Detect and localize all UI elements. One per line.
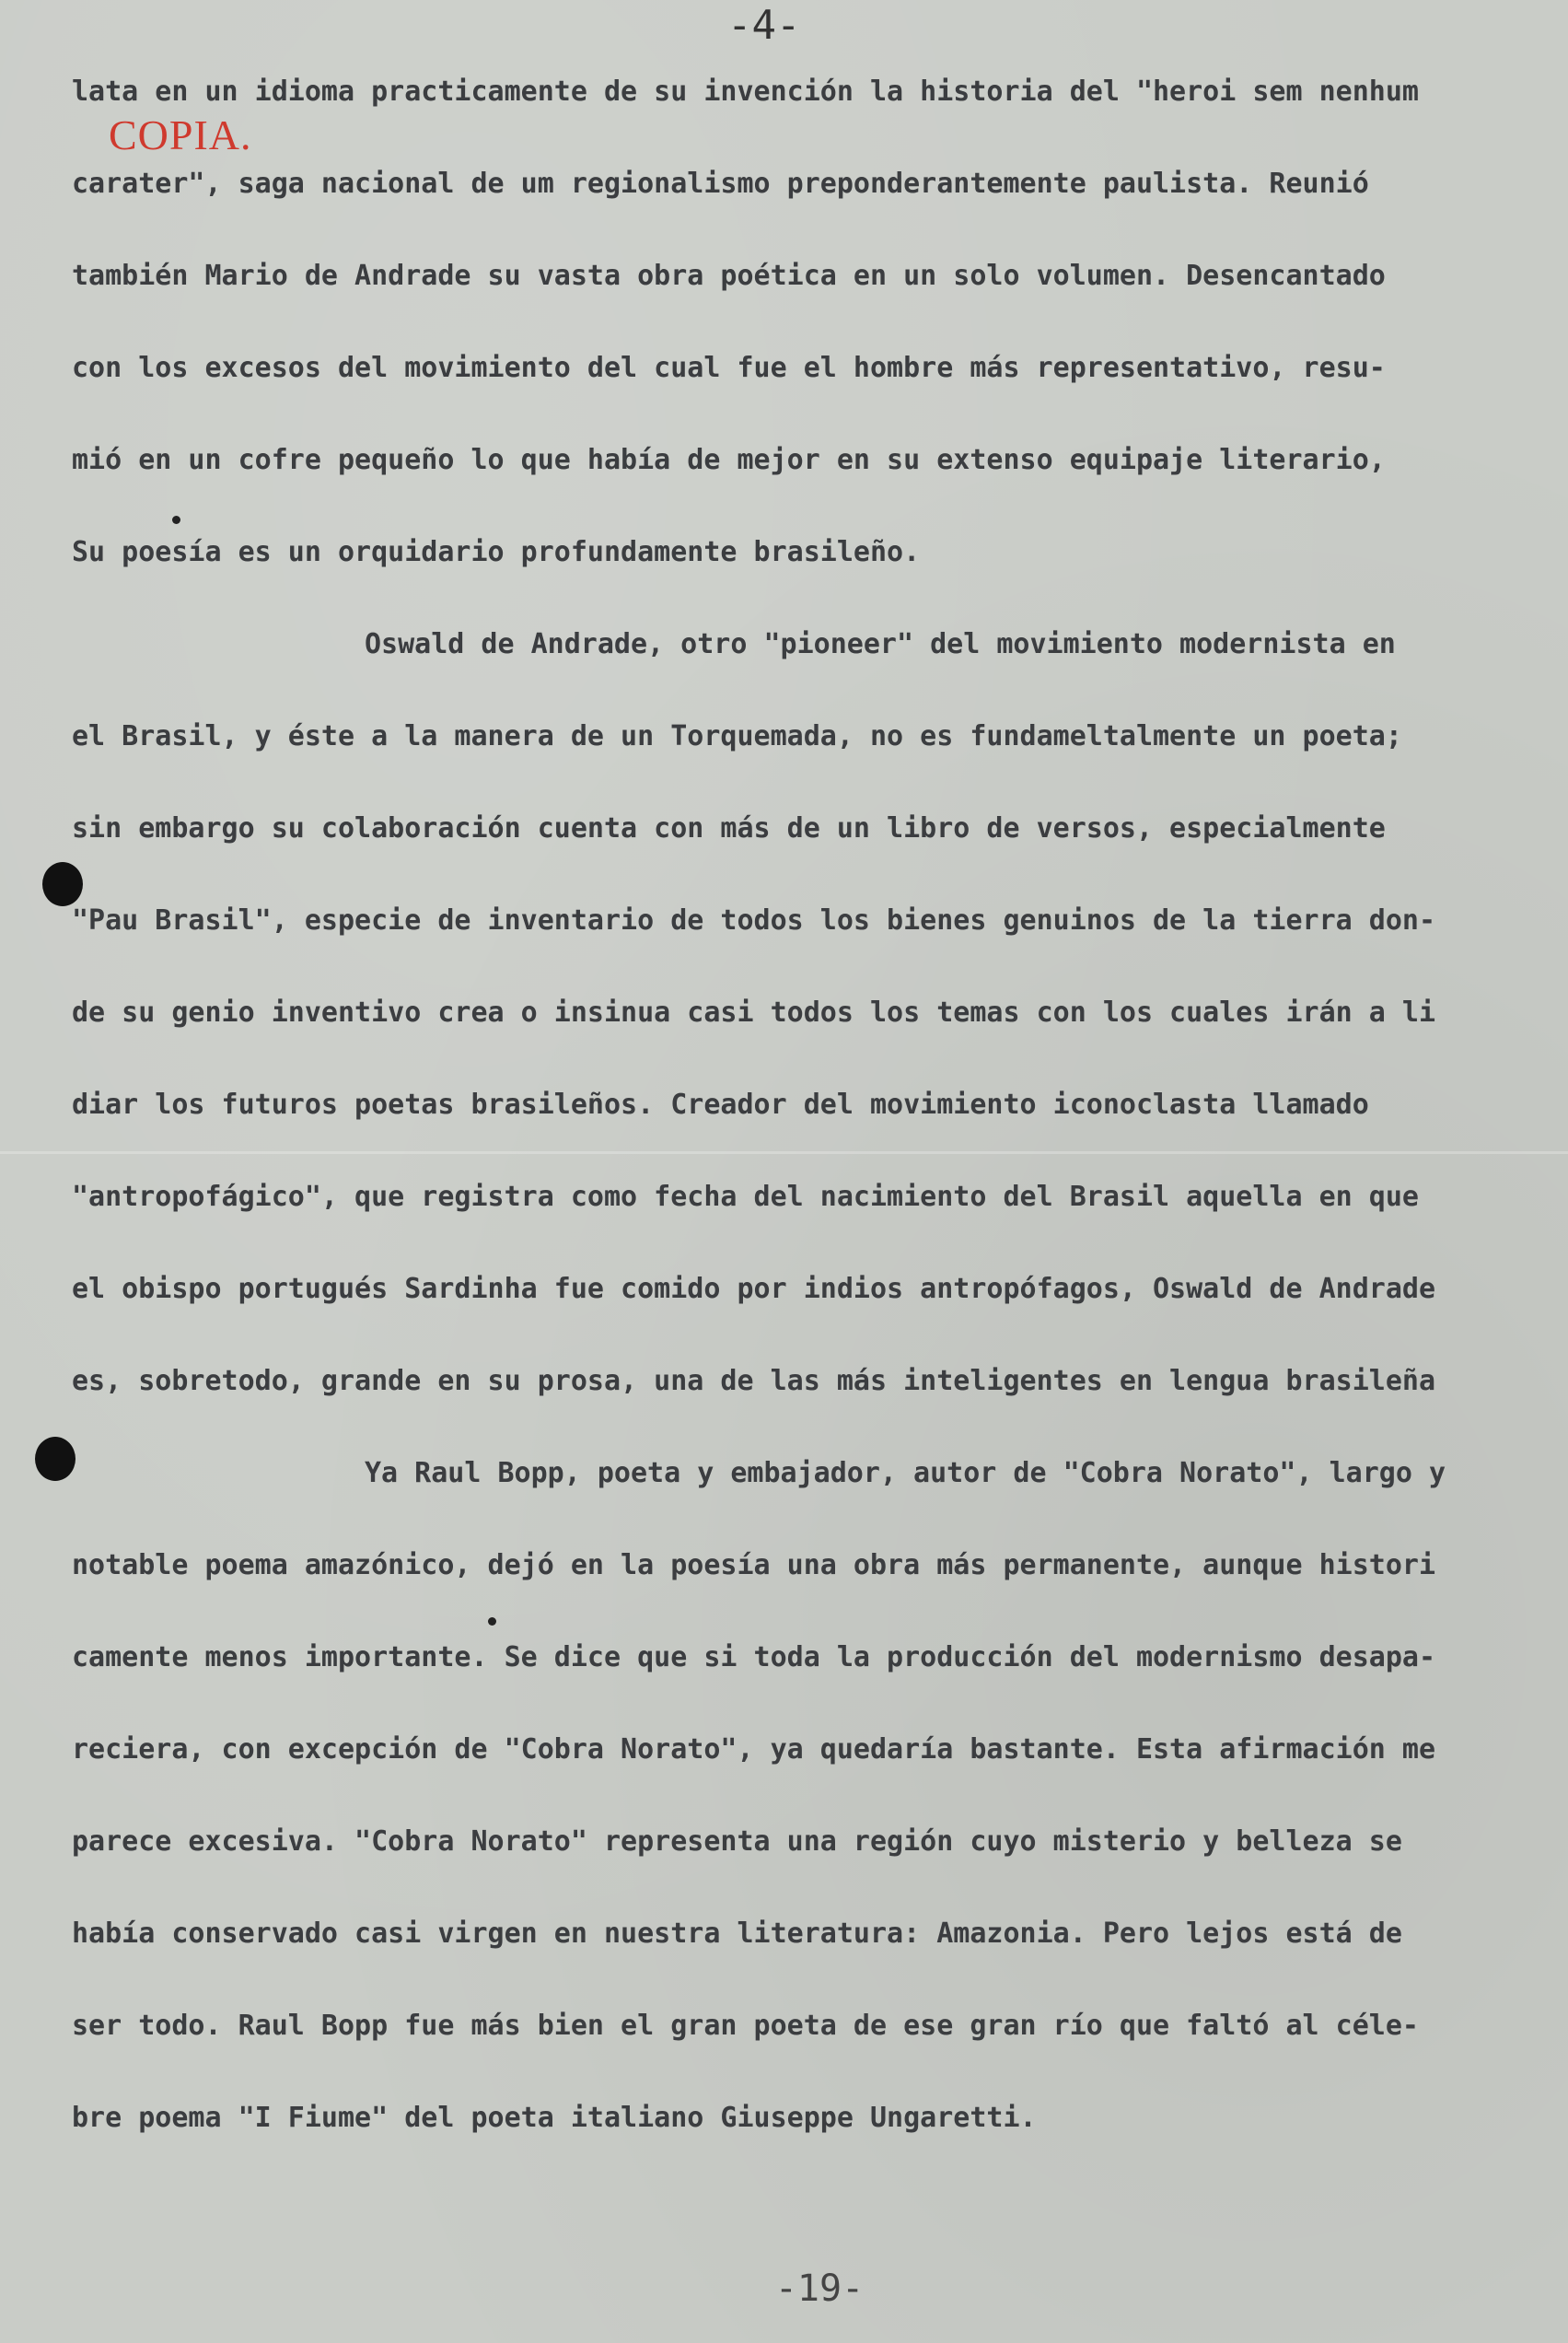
text-line: el obispo portugués Sardinha fue comido por indios antropófagos, Oswald de Andrade [72, 1273, 1436, 1305]
text-line: mió en un cofre pequeño lo que había de mejor en su extenso equipaje literario, [72, 444, 1386, 476]
text-line: con los excesos del movimiento del cual fue el hombre más representativo, resu- [72, 352, 1386, 384]
text-line: carater", saga nacional de um regionalismo preponderantemente paulista. Reunió [72, 168, 1369, 200]
text-line: reciera, con excepción de "Cobra Norato", ya quedaría bastante. Esta afirmación me [72, 1733, 1436, 1766]
punch-hole [35, 1437, 75, 1481]
copia-stamp: COPIA. [109, 111, 252, 158]
text-line: es, sobretodo, grande en su prosa, una de las más inteligentes en lengua brasileña [72, 1365, 1436, 1397]
paragraph-start-line: Ya Raul Bopp, poeta y embajador, autor de "Cobra Norato", largo y [365, 1457, 1446, 1489]
text-line: había conservado casi virgen en nuestra literatura: Amazonia. Pero lejos está de [72, 1918, 1402, 1950]
ink-speck [488, 1617, 496, 1626]
text-line: bre poema "I Fiume" del poeta italiano Giuseppe Ungaretti. [72, 2102, 1037, 2134]
text-line: el Brasil, y éste a la manera de un Torquemada, no es fundameltalmente un poeta; [72, 720, 1402, 752]
text-line: Su poesía es un orquidario profundamente brasileño. [72, 536, 921, 568]
text-line: "antropofágico", que registra como fecha del nacimiento del Brasil aquella en que [72, 1181, 1419, 1213]
text-line: diar los futuros poetas brasileños. Creador del movimiento iconoclasta llamado [72, 1089, 1369, 1121]
text-line: camente menos importante. Se dice que si toda la producción del modernismo desapa- [72, 1641, 1436, 1673]
text-line: notable poema amazónico, dejó en la poesía una obra más permanente, aunque histori [72, 1549, 1436, 1581]
text-line: parece excesiva. "Cobra Norato" representa una región cuyo misterio y belleza se [72, 1825, 1402, 1858]
typed-body-text [72, 66, 1568, 2185]
text-line: lata en un idioma practicamente de su invención la historia del "heroi sem nenhum [72, 76, 1419, 108]
text-line: "Pau Brasil", especie de inventario de todos los bienes genuinos de la tierra don- [72, 904, 1436, 937]
text-line: sin embargo su colaboración cuenta con más de un libro de versos, especialmente [72, 812, 1386, 845]
ink-speck [172, 516, 180, 524]
header-page-mark: -4- [727, 2, 801, 49]
punch-hole [42, 862, 83, 906]
text-line: de su genio inventivo crea o insinua casi todos los temas con los cuales irán a li [72, 997, 1436, 1029]
text-line: también Mario de Andrade su vasta obra poética en un solo volumen. Desencantado [72, 260, 1386, 292]
paragraph-start-line: Oswald de Andrade, otro "pioneer" del movimiento modernista en [365, 628, 1396, 660]
footer-page-number: -19- [774, 2267, 865, 2310]
text-line: ser todo. Raul Bopp fue más bien el gran poeta de ese gran río que faltó al céle- [72, 2010, 1419, 2042]
